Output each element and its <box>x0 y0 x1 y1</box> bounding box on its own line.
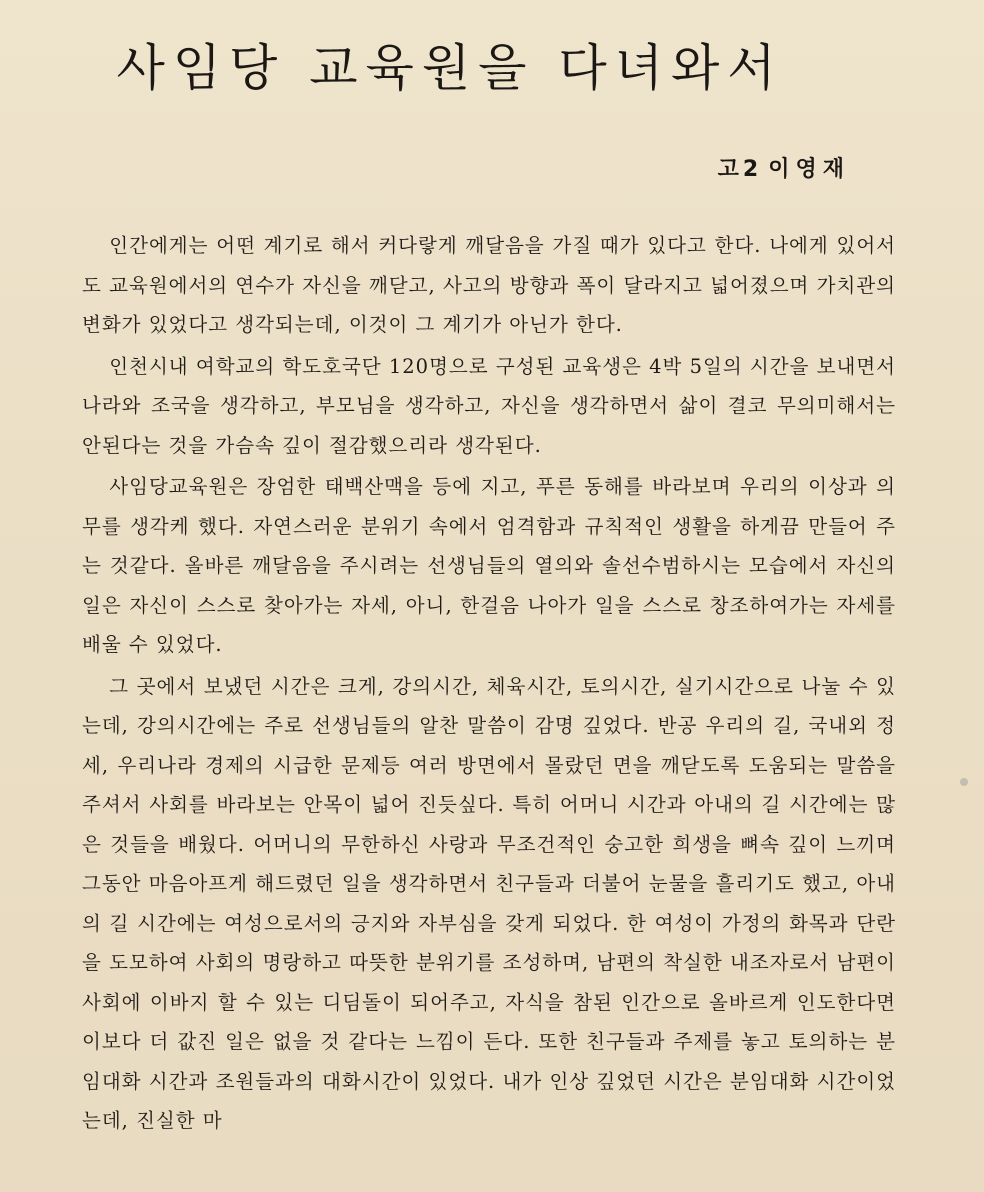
paragraph: 사임당교육원은 장엄한 태백산맥을 등에 지고, 푸른 동해를 바라보며 우리의 이상과 의무를 생각케 했다. 자연스러운 분위기 속에서 엄격함과 규칙적인 생활을 하게끔 만들어 주는 것같다. 올바른 깨달음을 주시려는 선생님들의 열의와 솔선수범하시는 모습에서 자신의 일은 자신이 스스로 찾아가는 자세, 아니, 한걸음 나아가 일을 스스로 창조하여가는 자세를 배울 수 있었다. <box>82 475 896 656</box>
paragraph: 인천시내 여학교의 학도호국단 120명으로 구성된 교육생은 4박 5일의 시간을 보내면서 나라와 조국을 생각하고, 부모님을 생각하고, 자신을 생각하면서 삶이 결코 무의미해서는 안된다는 것을 가슴속 깊이 절감했으리라 생각된다. <box>82 354 896 457</box>
paragraph: 그 곳에서 보냈던 시간은 크게, 강의시간, 체육시간, 토의시간, 실기시간으로 나눌 수 있는데, 강의시간에는 주로 선생님들의 알찬 말씀이 감명 깊었다. 반공 우리의 길, 국내외 정세, 우리나라 경제의 시급한 문제등 여러 방면에서 몰랐던 면을 깨닫도록 도움되는 말씀을 주셔서 사회를 바라보는 안목이 넓어 진듯싶다. 특히 어머니 시간과 아내의 길 시간에는 많은 것들을 배웠다. 어머니의 무한하신 사랑과 무조건적인 숭고한 희생을 뼈속 깊이 느끼며 그동안 마음아프게 해드렸던 일을 생각하면서 친구들과 더불어 눈물을 흘리기도 했고, 아내의 길 시간에는 여성으로서의 긍지와 자부심을 갖게 되었다. 한 여성이 가정의 화목과 단란을 도모하여 사회의 명랑하고 따뜻한 분위기를 조성하며, 남편의 착실한 내조자로서 남편이 사회에 이바지 할 수 있는 디딤돌이 되어주고, 자식을 참된 인간으로 올바르게 인도한다면 이보다 더 값진 일은 없을 것 같다는 느낌이 든다. 또한 친구들과 주제를 놓고 토의하는 분임대화 시간과 조원들과의 대화시간이 있었다. 내가 인상 깊었던 시간은 분임대화 시간이었는데, 진실한 마 <box>82 674 896 1132</box>
page-title: 사임당 교육원을 다녀와서 <box>116 39 784 97</box>
article-body <box>82 226 896 1141</box>
author-byline <box>718 152 850 183</box>
paragraph: 인간에게는 어떤 계기로 해서 커다랗게 깨달음을 가질 때가 있다고 한다. 나에게 있어서도 교육원에서의 연수가 자신을 깨닫고, 사고의 방향과 폭이 달라지고 넓어졌으며 가치관의 변화가 있었다고 생각되는데, 이것이 그 계기가 아닌가 한다. <box>82 234 896 336</box>
paper-smudge <box>960 778 968 786</box>
author-grade: 고2 <box>717 157 763 182</box>
author-name: 이영재 <box>768 157 850 182</box>
